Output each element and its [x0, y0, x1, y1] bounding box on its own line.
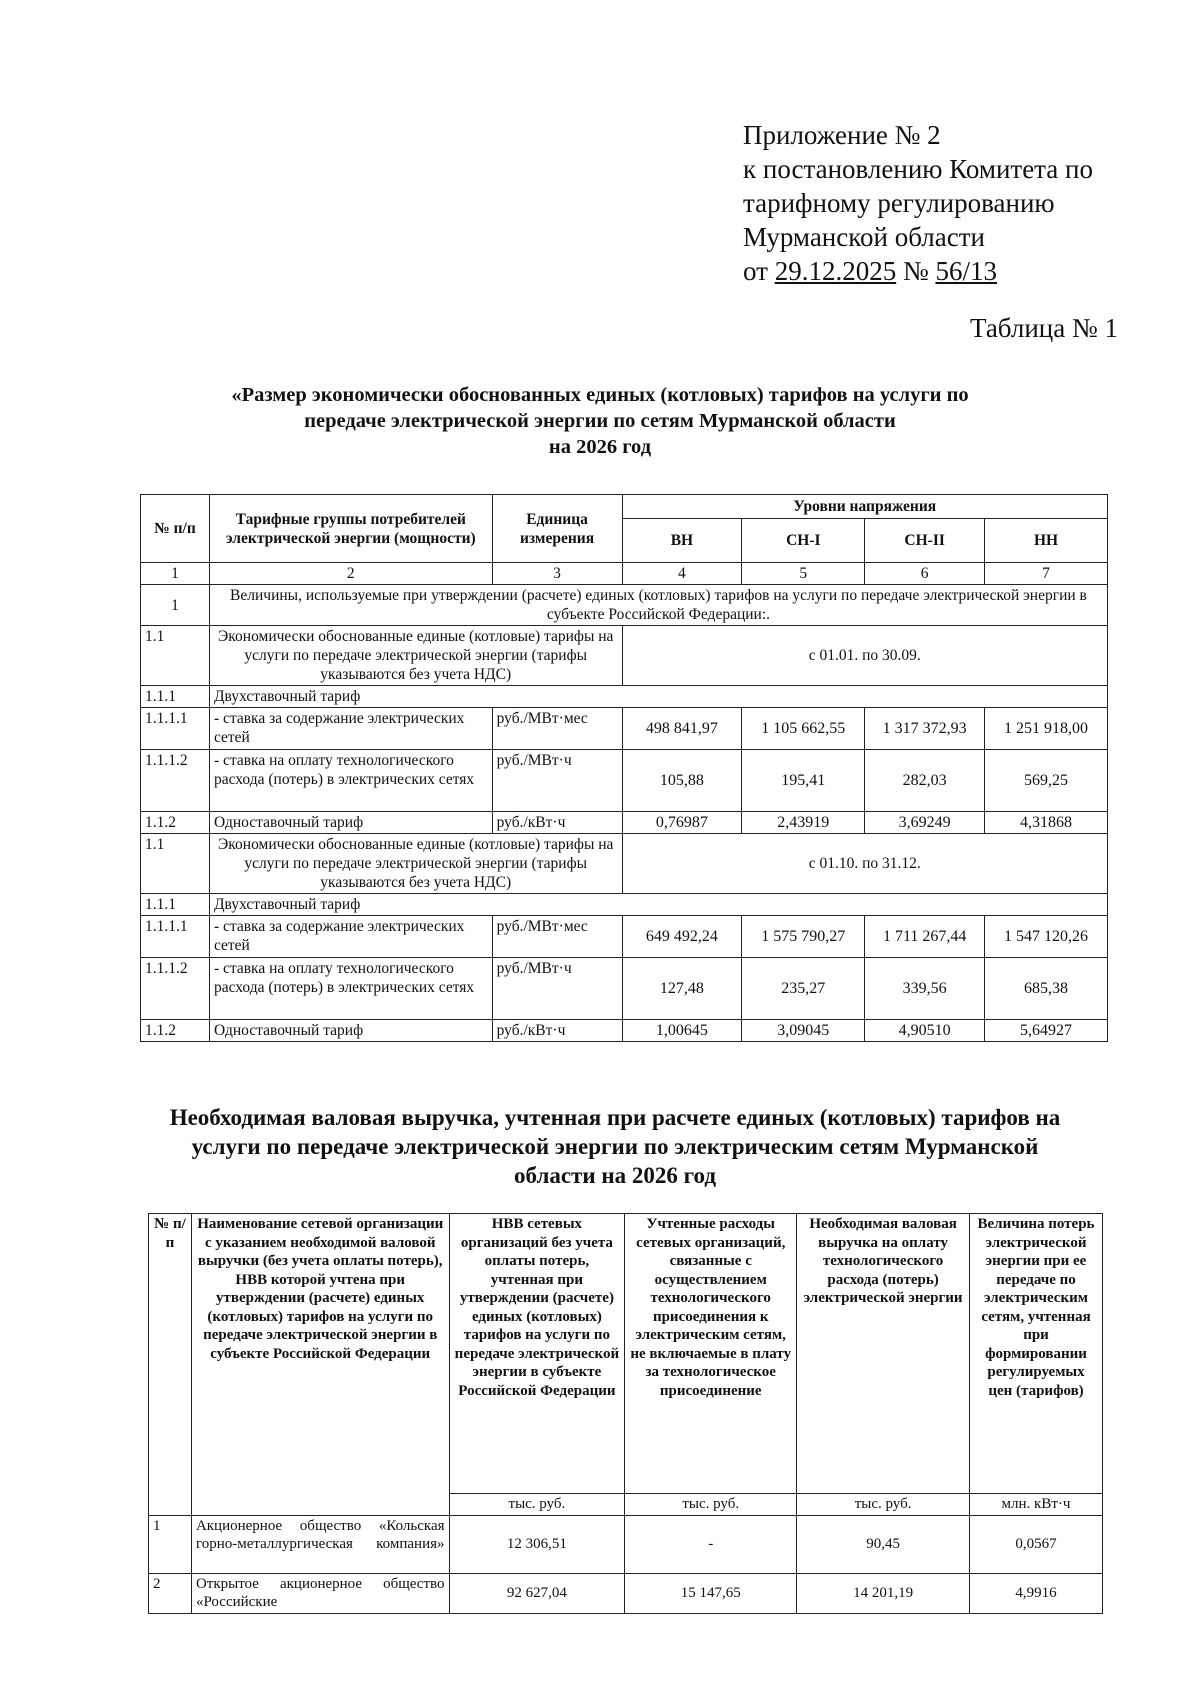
revenue-table — [148, 1213, 1103, 1614]
row-label: - ставка на оплату технологического расхода (потерь) в электрических сетях — [209, 958, 492, 1020]
value-nn: 4,31868 — [985, 812, 1108, 834]
block-period: с 01.10. по 31.12. — [622, 834, 1108, 894]
value-nn: 5,64927 — [985, 1020, 1108, 1042]
block-period: с 01.01. по 30.09. — [622, 626, 1108, 686]
value-vn: 649 492,24 — [622, 916, 742, 958]
block-header-row — [141, 626, 1108, 686]
unit-loss-revenue: тыс. руб. — [797, 1494, 970, 1516]
table2-title — [150, 1103, 1080, 1190]
title-line: на 2026 год — [548, 436, 652, 458]
row-num: 1 — [149, 1515, 192, 1573]
block-num: 1.1 — [141, 834, 210, 894]
number-prefix: № — [896, 256, 936, 286]
table-row — [141, 1020, 1108, 1042]
value-sn2: 3,69249 — [865, 812, 985, 834]
block-header-row — [141, 834, 1108, 894]
table-row — [141, 750, 1108, 812]
title-line: Необходимая валовая выручка, учтенная при расчете единых (котловых) тарифов на — [169, 1105, 1061, 1130]
block-text: Экономически обоснованные единые (котловые) тарифы на услуги по передаче электрической энергии (тарифы указываются без учета НДС) — [209, 626, 622, 686]
table1-title — [140, 382, 1060, 460]
value-sn2: 282,03 — [865, 750, 985, 812]
title-line: передаче электрической энергии по сетям Мурманской области — [304, 410, 896, 432]
two-rate-label: Двухставочный тариф — [209, 686, 1107, 708]
appendix-date-line — [743, 254, 1093, 288]
unit-costs: тыс. руб. — [625, 1494, 797, 1516]
appendix-line: тарифному регулированию — [743, 188, 1055, 218]
value-sn2: 1 317 372,93 — [865, 708, 985, 750]
header-levels: Уровни напряжения — [622, 495, 1108, 519]
row-unit: руб./МВт·мес — [492, 916, 622, 958]
header-group: Тарифные группы потребителей электрической энергии (мощности) — [209, 495, 492, 563]
resolution-number: 56/13 — [935, 256, 997, 286]
two-rate-row — [141, 686, 1108, 708]
header-loss-revenue: Необходимая валовая выручка на оплату технологического расхода (потерь) электрической энергии — [797, 1214, 970, 1494]
table-row — [141, 916, 1108, 958]
value-sn1: 1 575 790,27 — [742, 916, 865, 958]
header-num: № п/п — [141, 495, 210, 563]
title-line: «Размер экономически обоснованных единых (котловых) тарифов на услуги по — [231, 384, 969, 406]
value-nn: 1 547 120,26 — [985, 916, 1108, 958]
row-label: - ставка за содержание электрических сетей — [209, 916, 492, 958]
row-label: - ставка за содержание электрических сетей — [209, 708, 492, 750]
unit-loss-volume: млн. кВт·ч — [970, 1494, 1103, 1516]
table-row — [149, 1515, 1103, 1573]
table-label: Таблица № 1 — [970, 313, 1118, 343]
value-loss-volume: 0,0567 — [970, 1515, 1103, 1573]
appendix-line: Мурманской области — [743, 222, 985, 252]
column-number: 1 — [141, 563, 210, 585]
row-unit: руб./кВт·ч — [492, 812, 622, 834]
header-loss-volume: Величина потерь электрической энергии при ее передаче по электрическим сетям, учтенная при формировании регулируемых цен (тарифов) — [970, 1214, 1103, 1494]
header-unit: Единица измерения — [492, 495, 622, 563]
header-org: Наименование сетевой организации с указанием необходимой валовой выручки (без учета оплаты потерь), НВВ которой учтена при утверждении (расчете) единых (котловых) тарифов на услуги по передаче электрической энергии в субъекте Российской Федерации — [191, 1214, 449, 1516]
resolution-date: 29.12.2025 — [774, 256, 897, 286]
section-num: 1 — [141, 585, 210, 626]
value-sn2: 339,56 — [865, 958, 985, 1020]
header-sn2: СН-II — [865, 519, 985, 563]
row-num: 1.1.2 — [141, 812, 210, 834]
value-sn1: 1 105 662,55 — [742, 708, 865, 750]
unit-nvv: тыс. руб. — [449, 1494, 625, 1516]
row-num: 1.1.1.1 — [141, 916, 210, 958]
table-row — [141, 958, 1108, 1020]
column-number: 5 — [742, 563, 865, 585]
column-number: 4 — [622, 563, 742, 585]
value-vn: 0,76987 — [622, 812, 742, 834]
value-sn1: 235,27 — [742, 958, 865, 1020]
header-sn1: СН-I — [742, 519, 865, 563]
row-label: Одноставочный тариф — [209, 812, 492, 834]
row-num: 1.1.1.2 — [141, 958, 210, 1020]
value-nn: 1 251 918,00 — [985, 708, 1108, 750]
value-vn: 105,88 — [622, 750, 742, 812]
value-vn: 1,00645 — [622, 1020, 742, 1042]
value-sn1: 2,43919 — [742, 812, 865, 834]
two-rate-row — [141, 894, 1108, 916]
tariff-table — [140, 494, 1108, 1042]
section-text: Величины, используемые при утверждении (расчете) единых (котловых) тарифов на услуги по передаче электрической энергии в субъекте Российской Федерации:. — [209, 585, 1107, 626]
appendix-block — [743, 118, 1093, 288]
row-num: 1.1.1.1 — [141, 708, 210, 750]
row-num: 1.1.1.2 — [141, 750, 210, 812]
header-costs: Учтенные расходы сетевых организаций, связанные с осуществлением технологического присоединения к электрическим сетям, не включаемые в плату за технологическое присоединение — [625, 1214, 797, 1494]
column-number: 3 — [492, 563, 622, 585]
value-loss-revenue: 14 201,19 — [797, 1573, 970, 1613]
row-unit: руб./МВт·ч — [492, 958, 622, 1020]
header-nvv: НВВ сетевых организаций без учета оплаты потерь, учтенная при утверждении (расчете) единых (котловых) тарифов на услуги по передаче электрической энергии в субъекте Российской Федерации — [449, 1214, 625, 1494]
value-nn: 569,25 — [985, 750, 1108, 812]
row-num: 1.1.2 — [141, 1020, 210, 1042]
title-line: области на 2026 год — [514, 1163, 716, 1188]
value-nn: 685,38 — [985, 958, 1108, 1020]
block-num: 1.1 — [141, 626, 210, 686]
value-nvv: 92 627,04 — [449, 1573, 625, 1613]
block-text: Экономически обоснованные единые (котловые) тарифы на услуги по передаче электрической энергии (тарифы указываются без учета НДС) — [209, 834, 622, 894]
value-vn: 498 841,97 — [622, 708, 742, 750]
value-costs: 15 147,65 — [625, 1573, 797, 1613]
date-prefix: от — [743, 256, 775, 286]
org-name: Акционерное общество «Кольская горно-металлургическая компания» — [191, 1515, 449, 1573]
column-numbers-row — [141, 563, 1108, 585]
row-num: 1.1.1 — [141, 894, 210, 916]
title-line: услуги по передаче электрической энергии по электрическим сетям Мурманской — [191, 1134, 1039, 1159]
row-unit: руб./МВт·ч — [492, 750, 622, 812]
row-label: Одноставочный тариф — [209, 1020, 492, 1042]
value-loss-revenue: 90,45 — [797, 1515, 970, 1573]
value-vn: 127,48 — [622, 958, 742, 1020]
table-row — [141, 708, 1108, 750]
row-label: - ставка на оплату технологического расхода (потерь) в электрических сетях — [209, 750, 492, 812]
value-costs: - — [625, 1515, 797, 1573]
two-rate-label: Двухставочный тариф — [209, 894, 1107, 916]
column-number: 7 — [985, 563, 1108, 585]
header-num: № п/п — [149, 1214, 192, 1516]
column-number: 2 — [209, 563, 492, 585]
table-row — [149, 1573, 1103, 1613]
value-sn2: 1 711 267,44 — [865, 916, 985, 958]
row-num: 2 — [149, 1573, 192, 1613]
section-row — [141, 585, 1108, 626]
row-unit: руб./МВт·мес — [492, 708, 622, 750]
appendix-line: к постановлению Комитета по — [743, 154, 1093, 184]
value-loss-volume: 4,9916 — [970, 1573, 1103, 1613]
value-nvv: 12 306,51 — [449, 1515, 625, 1573]
value-sn1: 3,09045 — [742, 1020, 865, 1042]
value-sn2: 4,90510 — [865, 1020, 985, 1042]
table-row — [141, 812, 1108, 834]
row-unit: руб./кВт·ч — [492, 1020, 622, 1042]
column-number: 6 — [865, 563, 985, 585]
value-sn1: 195,41 — [742, 750, 865, 812]
header-nn: НН — [985, 519, 1108, 563]
row-num: 1.1.1 — [141, 686, 210, 708]
appendix-title: Приложение № 2 — [743, 120, 941, 150]
org-name: Открытое акционерное общество «Российские — [191, 1573, 449, 1613]
header-vn: ВН — [622, 519, 742, 563]
